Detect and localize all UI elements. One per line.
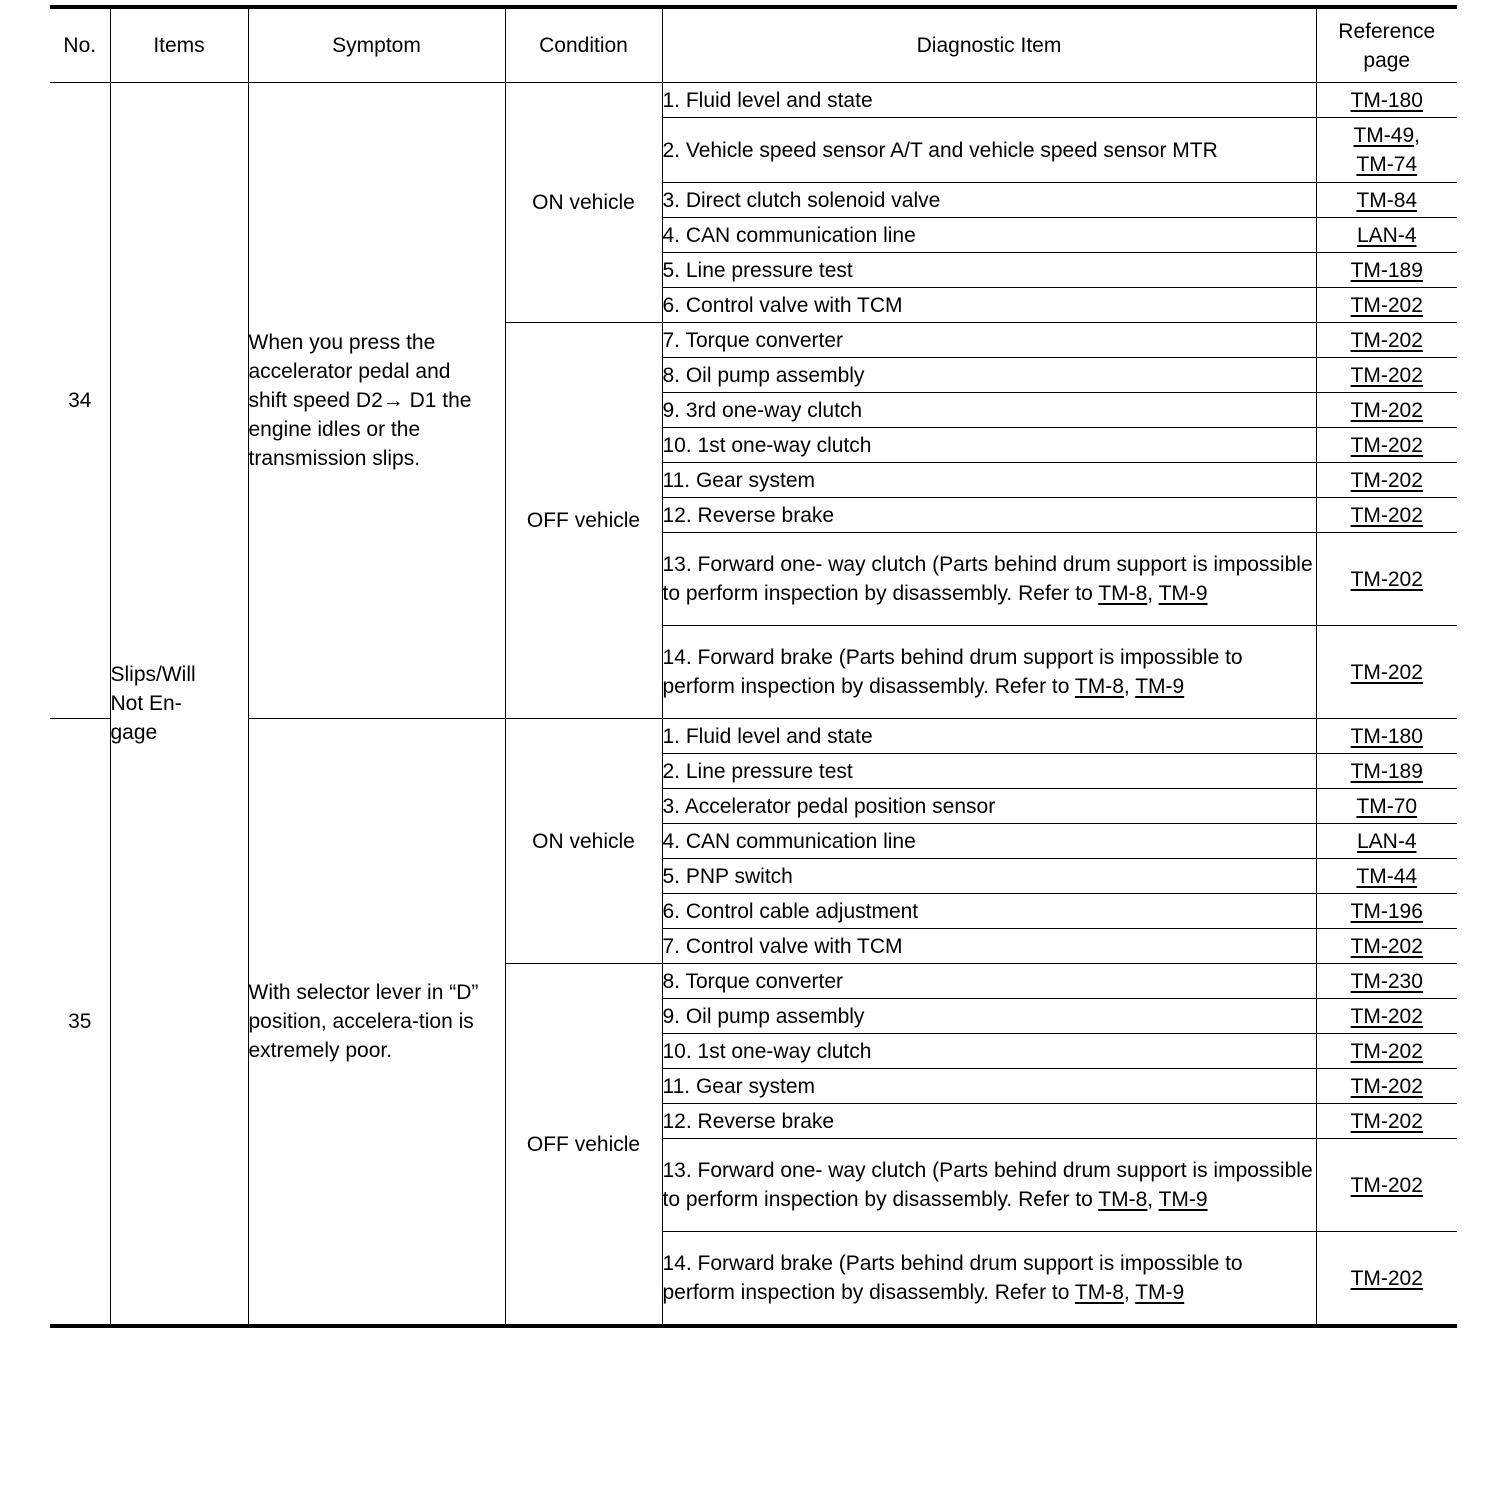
table-header xyxy=(50,7,1457,83)
reference-link[interactable]: TM-189 xyxy=(1350,759,1423,783)
diagnosis-table xyxy=(50,5,1457,1328)
reference-link[interactable]: TM-202 xyxy=(1350,363,1423,387)
reference-link[interactable]: TM-202 xyxy=(1350,468,1423,492)
diagnostic-item-text: 3. Direct clutch solenoid valve xyxy=(662,188,941,212)
reference-link[interactable]: TM-8 xyxy=(1074,675,1124,698)
symptom-cell xyxy=(248,83,505,719)
reference-link[interactable]: TM-8 xyxy=(1098,1188,1148,1211)
reference-link[interactable]: TM-202 xyxy=(1350,328,1423,352)
reference-link[interactable]: TM-9 xyxy=(1135,675,1185,698)
reference-link[interactable]: LAN-4 xyxy=(1356,829,1417,853)
diagnostic-item-text: 9. 3rd one-way clutch xyxy=(662,398,863,422)
reference-link[interactable]: TM-202 xyxy=(1350,934,1423,958)
reference-cell xyxy=(1316,428,1457,463)
header-symptom: Symptom xyxy=(248,7,505,83)
reference-link[interactable]: TM-230 xyxy=(1350,969,1423,993)
reference-link[interactable]: TM-202 xyxy=(1350,1109,1423,1133)
reference-cell xyxy=(1316,183,1457,218)
reference-link[interactable]: TM-202 xyxy=(1350,433,1423,457)
diagnostic-item-text: 8. Oil pump assembly xyxy=(662,363,865,387)
diagnostic-item xyxy=(662,323,1316,358)
reference-link[interactable]: TM-70 xyxy=(1356,794,1418,818)
diagnostic-item-text: 6. Control valve with TCM xyxy=(662,293,903,317)
condition-cell: ON vehicle xyxy=(505,719,662,964)
reference-link[interactable]: TM-74 xyxy=(1356,153,1418,176)
diagnostic-item-text: 12. Reverse brake xyxy=(662,1109,835,1133)
reference-cell xyxy=(1316,358,1457,393)
diagnostic-item-text: 10. 1st one-way clutch xyxy=(662,1039,872,1063)
diagnostic-item-text: 5. Line pressure test xyxy=(662,258,853,282)
reference-link[interactable]: TM-9 xyxy=(1158,582,1208,605)
table-row xyxy=(50,719,1457,754)
row-number: 34 xyxy=(50,83,110,719)
reference-link[interactable]: TM-202 xyxy=(1350,1173,1423,1197)
reference-link[interactable]: TM-8 xyxy=(1074,1281,1124,1304)
diagnostic-item xyxy=(662,1104,1316,1139)
reference-link[interactable]: TM-180 xyxy=(1350,88,1423,112)
reference-cell xyxy=(1316,1139,1457,1232)
diagnostic-item-text: 5. PNP switch xyxy=(662,864,793,888)
condition-cell: ON vehicle xyxy=(505,83,662,323)
diagnostic-item-text: 11. Gear system xyxy=(662,1074,815,1098)
reference-link[interactable]: TM-180 xyxy=(1350,724,1423,748)
diagnostic-item xyxy=(662,218,1316,253)
diagnostic-item-text: 6. Control cable adjustment xyxy=(662,899,919,923)
diagnostic-item xyxy=(662,428,1316,463)
diagnostic-item xyxy=(662,929,1316,964)
comma: , xyxy=(1414,124,1421,147)
diagnostic-item xyxy=(662,1069,1316,1104)
reference-cell xyxy=(1316,253,1457,288)
diagnostic-item xyxy=(662,288,1316,323)
diagnostic-item xyxy=(662,999,1316,1034)
condition-cell: OFF vehicle xyxy=(505,964,662,1327)
diagnostic-item xyxy=(662,894,1316,929)
diagnostic-item-text: 14. Forward brake (Parts behind drum support is impossible to perform inspection by disassembly. Refer to xyxy=(662,1252,1243,1304)
items-label: Slips/Will Not En-gage xyxy=(110,663,196,744)
reference-cell xyxy=(1316,719,1457,754)
reference-cell xyxy=(1316,498,1457,533)
reference-cell xyxy=(1316,929,1457,964)
reference-cell xyxy=(1316,218,1457,253)
reference-cell xyxy=(1316,288,1457,323)
symptom-text: When you press the accelerator pedal and shift speed D2→ D1 the engine idles or the transmission slips. xyxy=(248,331,472,470)
diagnostic-item-text: 4. CAN communication line xyxy=(662,829,916,853)
items-cell xyxy=(110,83,248,1327)
diagnostic-item-text: 2. Vehicle speed sensor A/T and vehicle speed sensor MTR xyxy=(662,138,1218,162)
reference-cell xyxy=(1316,1232,1457,1327)
reference-link-text: TM-49 xyxy=(1353,124,1415,147)
diagnostic-item xyxy=(662,463,1316,498)
reference-link[interactable]: TM-44 xyxy=(1356,864,1418,888)
reference-link[interactable]: TM-202 xyxy=(1350,293,1423,317)
reference-link[interactable]: TM-202 xyxy=(1350,1004,1423,1028)
reference-cell xyxy=(1316,859,1457,894)
diagnostic-item xyxy=(662,824,1316,859)
table-row xyxy=(50,83,1457,118)
reference-link[interactable]: TM-196 xyxy=(1350,899,1423,923)
diagnostic-item-text: 9. Oil pump assembly xyxy=(662,1004,865,1028)
condition-cell: OFF vehicle xyxy=(505,323,662,719)
diagnostic-item-text: 11. Gear system xyxy=(662,468,815,492)
diagnostic-item-text: 2. Line pressure test xyxy=(662,759,853,783)
reference-cell xyxy=(1316,1104,1457,1139)
reference-cell xyxy=(1316,1034,1457,1069)
reference-cell xyxy=(1316,789,1457,824)
reference-link[interactable]: TM-202 xyxy=(1350,567,1423,591)
reference-link[interactable]: TM-202 xyxy=(1350,398,1423,422)
reference-cell xyxy=(1316,1069,1457,1104)
row-number: 35 xyxy=(50,719,110,1327)
diagnostic-item: 13. Forward one- way clutch (Parts behind drum support is impossible to perform inspection by disassembly. Refer to TM-8, TM-9 xyxy=(662,1139,1316,1232)
diagnostic-item: 14. Forward brake (Parts behind drum support is impossible to perform inspection by disassembly. Refer to TM-8, TM-9 xyxy=(662,626,1316,719)
diagnostic-item-text: 1. Fluid level and state xyxy=(662,724,873,748)
reference-cell xyxy=(1316,894,1457,929)
reference-cell xyxy=(1316,83,1457,118)
reference-link[interactable]: TM-202 xyxy=(1350,1074,1423,1098)
header-no: No. xyxy=(50,7,110,83)
diagnostic-item xyxy=(662,498,1316,533)
reference-link[interactable]: TM-9 xyxy=(1158,1188,1208,1211)
diagnostic-item-text: 4. CAN communication line xyxy=(662,223,916,247)
reference-link[interactable] xyxy=(1317,121,1458,150)
diagnostic-item xyxy=(662,789,1316,824)
diagnostic-item-text: 1. Fluid level and state xyxy=(662,88,873,112)
diagnostic-item-text: 7. Torque converter xyxy=(662,328,844,352)
diagnostic-item xyxy=(662,83,1316,118)
header-items: Items xyxy=(110,7,248,83)
diagnostic-item-text: 7. Control valve with TCM xyxy=(662,934,903,958)
reference-cell xyxy=(1316,118,1457,183)
reference-cell xyxy=(1316,824,1457,859)
diagnostic-item xyxy=(662,183,1316,218)
diagnostic-item-text: 13. Forward one- way clutch (Parts behind drum support is impossible to perform inspection by disassembly. Refer to xyxy=(662,1159,1313,1211)
diagnostic-item-text: 14. Forward brake (Parts behind drum support is impossible to perform inspection by disassembly. Refer to xyxy=(662,646,1243,698)
diagnostic-item-text: 12. Reverse brake xyxy=(662,503,835,527)
diagnostic-item xyxy=(662,118,1316,183)
reference-cell xyxy=(1316,964,1457,999)
header-diagnostic-item: Diagnostic Item xyxy=(662,7,1316,83)
reference-cell xyxy=(1316,463,1457,498)
reference-cell xyxy=(1316,323,1457,358)
table-body xyxy=(50,83,1457,1327)
diagnostic-item-text: 3. Accelerator pedal position sensor xyxy=(662,794,996,818)
reference-link[interactable]: TM-9 xyxy=(1135,1281,1185,1304)
header-condition: Condition xyxy=(505,7,662,83)
diagnostic-item xyxy=(662,719,1316,754)
diagnostic-item xyxy=(662,393,1316,428)
reference-link[interactable]: TM-84 xyxy=(1356,188,1418,212)
reference-link[interactable]: TM-202 xyxy=(1350,1266,1423,1290)
reference-link[interactable]: TM-8 xyxy=(1098,582,1148,605)
diagnostic-item-text: 8. Torque converter xyxy=(662,969,844,993)
diagnostic-item: 13. Forward one- way clutch (Parts behind drum support is impossible to perform inspection by disassembly. Refer to TM-8, TM-9 xyxy=(662,533,1316,626)
diagnostic-item-text: 13. Forward one- way clutch (Parts behind drum support is impossible to perform inspection by disassembly. Refer to xyxy=(662,553,1313,605)
reference-link[interactable]: TM-202 xyxy=(1350,660,1423,684)
diagnostic-item xyxy=(662,253,1316,288)
diagnostic-item xyxy=(662,754,1316,789)
header-reference-page-label: Reference page xyxy=(1338,19,1436,72)
reference-link[interactable]: TM-189 xyxy=(1350,258,1423,282)
symptom-cell xyxy=(248,719,505,1327)
diagnostic-item: 14. Forward brake (Parts behind drum support is impossible to perform inspection by disassembly. Refer to TM-8, TM-9 xyxy=(662,1232,1316,1327)
reference-link[interactable]: LAN-4 xyxy=(1356,223,1417,247)
diagnostic-item xyxy=(662,1034,1316,1069)
reference-link[interactable]: TM-202 xyxy=(1350,1039,1423,1063)
diagnostic-item xyxy=(662,964,1316,999)
reference-cell xyxy=(1316,533,1457,626)
reference-cell xyxy=(1316,393,1457,428)
diagnostic-item-text: 10. 1st one-way clutch xyxy=(662,433,872,457)
reference-cell xyxy=(1316,626,1457,719)
diagnostic-item xyxy=(662,358,1316,393)
reference-cell xyxy=(1316,999,1457,1034)
reference-cell xyxy=(1316,754,1457,789)
header-reference-page xyxy=(1316,7,1457,83)
symptom-text: With selector lever in “D” position, accelera-tion is extremely poor. xyxy=(248,981,479,1062)
reference-link[interactable]: TM-202 xyxy=(1350,503,1423,527)
diagnostic-item xyxy=(662,859,1316,894)
